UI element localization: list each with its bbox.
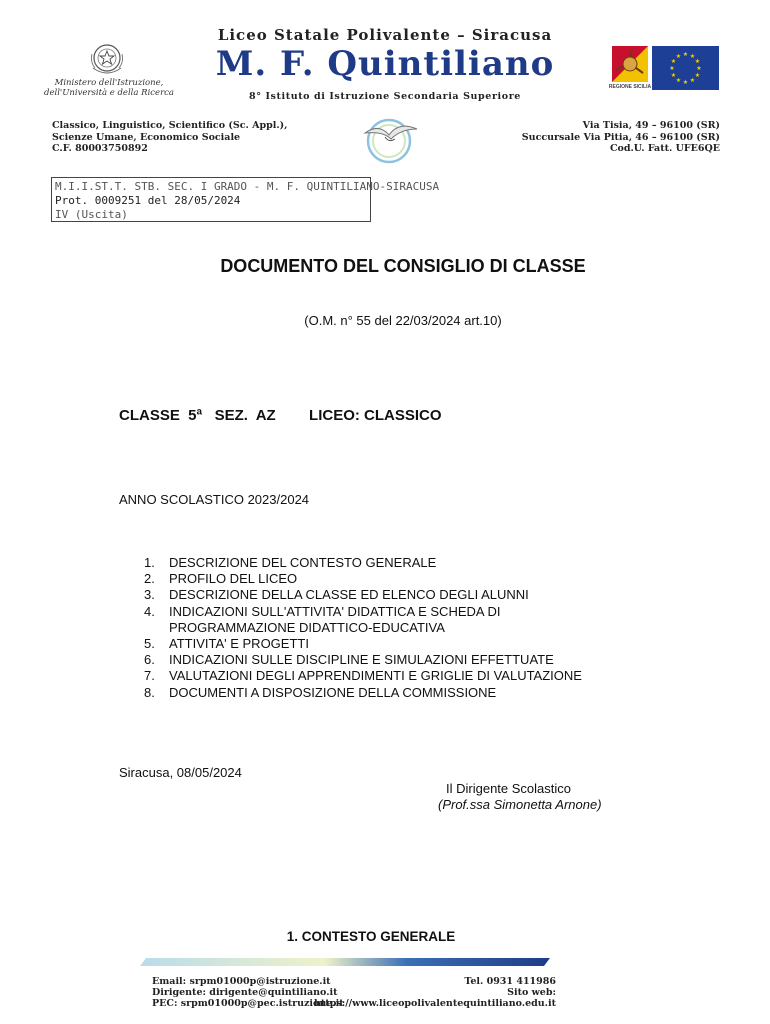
toc-number: 7. — [144, 668, 155, 684]
ministry-line-1: Ministero dell'Istruzione, — [54, 78, 164, 88]
school-address-line: Via Tisia, 49 – 96100 (SR) — [582, 120, 720, 131]
toc-text: INDICAZIONI SULL'ATTIVITA' DIDATTICA E SCHEDA DI PROGRAMMAZIONE DIDATTICO-EDUCATIVA — [169, 603, 501, 635]
svg-text:★: ★ — [669, 65, 675, 72]
school-name: M. F. Quintiliano — [215, 44, 555, 84]
svg-text:★: ★ — [682, 79, 689, 86]
school-info-line: C.F. 80003750892 — [52, 143, 148, 154]
sicily-region-logo-icon — [612, 46, 648, 82]
school-info-right — [522, 120, 720, 155]
footer-website-label: Sito web: — [507, 987, 556, 998]
school-info-line: Classico, Linguistico, Scientifico (Sc. Appl.), — [52, 120, 288, 131]
toc-text: DESCRIZIONE DEL CONTESTO GENERALE — [169, 555, 437, 570]
toc-item — [144, 555, 609, 571]
region-label: REGIONE SICILIA — [608, 84, 652, 90]
school-address-line: Succursale Via Pitia, 46 – 96100 (SR) — [521, 131, 720, 143]
toc-text: DOCUMENTI A DISPOSIZIONE DELLA COMMISSIONE — [169, 684, 497, 700]
toc-number: 5. — [144, 636, 155, 652]
toc-item — [144, 652, 609, 668]
protocol-number: Prot. 0009251 del 28/05/2024 — [55, 194, 241, 207]
svg-text:★: ★ — [696, 65, 702, 72]
svg-text:★: ★ — [675, 53, 682, 60]
table-of-contents — [144, 555, 609, 701]
legal-reference: (O.M. n° 55 del 22/03/2024 art.10) — [304, 313, 502, 328]
svg-text:★: ★ — [694, 58, 701, 65]
place-and-date: Siracusa, 08/05/2024 — [119, 765, 242, 780]
principal-title: Il Dirigente Scolastico — [446, 781, 571, 796]
toc-item — [144, 571, 609, 587]
toc-item — [144, 604, 609, 636]
school-subtitle: 8° Istituto di Istruzione Secondaria Superiore — [249, 91, 521, 102]
school-info-left — [52, 120, 287, 155]
toc-number: 8. — [144, 684, 155, 700]
document-title: DOCUMENTO DEL CONSIGLIO DI CLASSE — [220, 256, 586, 276]
toc-text: VALUTAZIONI DEGLI APPRENDIMENTI E GRIGLIE DI VALUTAZIONE — [169, 668, 582, 684]
toc-item — [144, 668, 609, 684]
svg-text:★: ★ — [689, 53, 696, 60]
ministry-label — [44, 78, 174, 98]
toc-text: ATTIVITA' E PROGETTI — [169, 636, 309, 652]
school-header-title: Liceo Statale Polivalente – Siracusa — [217, 26, 553, 44]
toc-text: PROFILO DEL LICEO — [169, 571, 298, 587]
toc-text: INDICAZIONI SULLE DISCIPLINE E SIMULAZIONI EFFETTUATE — [169, 652, 554, 668]
toc-number: 4. — [144, 603, 155, 619]
ministry-line-2: dell'Università e della Ricerca — [44, 88, 174, 98]
school-address-line: Cod.U. Fatt. UFE6QE — [609, 143, 720, 154]
toc-number: 2. — [144, 571, 155, 587]
footer-principal-email: Dirigente: dirigente@quintiliano.it — [152, 987, 338, 998]
class-section-line: CLASSE 5ª SEZ. AZ LICEO: CLASSICO — [119, 407, 442, 424]
toc-number: 6. — [144, 652, 155, 668]
toc-item — [144, 587, 609, 603]
protocol-office: M.I.I.ST.T. STB. SEC. I GRADO - M. F. QUINTILIANO-SIRACUSA — [55, 180, 440, 193]
italian-republic-emblem-icon — [87, 38, 127, 78]
svg-text:★: ★ — [689, 77, 696, 84]
svg-text:★: ★ — [682, 51, 689, 58]
footer-web — [314, 976, 556, 1009]
svg-text:★: ★ — [694, 72, 701, 79]
seagull-logo-icon — [357, 113, 421, 165]
protocol-stamp — [51, 177, 440, 222]
toc-text: DESCRIZIONE DELLA CLASSE ED ELENCO DEGLI ALUNNI — [169, 587, 529, 603]
toc-number: 1. — [144, 555, 155, 570]
school-year: ANNO SCOLASTICO 2023/2024 — [119, 492, 310, 507]
toc-number: 3. — [144, 587, 155, 603]
toc-item — [144, 636, 609, 652]
protocol-direction: IV (Uscita) — [55, 208, 128, 221]
svg-text:★: ★ — [670, 58, 677, 65]
svg-text:★: ★ — [670, 72, 677, 79]
toc-item — [144, 685, 609, 701]
svg-text:★: ★ — [675, 77, 682, 84]
footer-website-link: https://www.liceopolivalentequintiliano.edu.it — [314, 998, 556, 1009]
footer-pec: PEC: srpm01000p@pec.istruzione.it — [152, 998, 344, 1009]
section-heading: 1. CONTESTO GENERALE — [286, 929, 456, 944]
footer-phone: Tel. 0931 411986 — [464, 976, 556, 987]
school-info-line: Scienze Umane, Economico Sociale — [52, 131, 241, 143]
footer-email: Email: srpm01000p@istruzione.it — [152, 976, 331, 987]
eu-flag-icon — [652, 46, 719, 90]
footer-decorative-band — [140, 958, 550, 966]
principal-name: (Prof.ssa Simonetta Arnone) — [438, 797, 602, 812]
